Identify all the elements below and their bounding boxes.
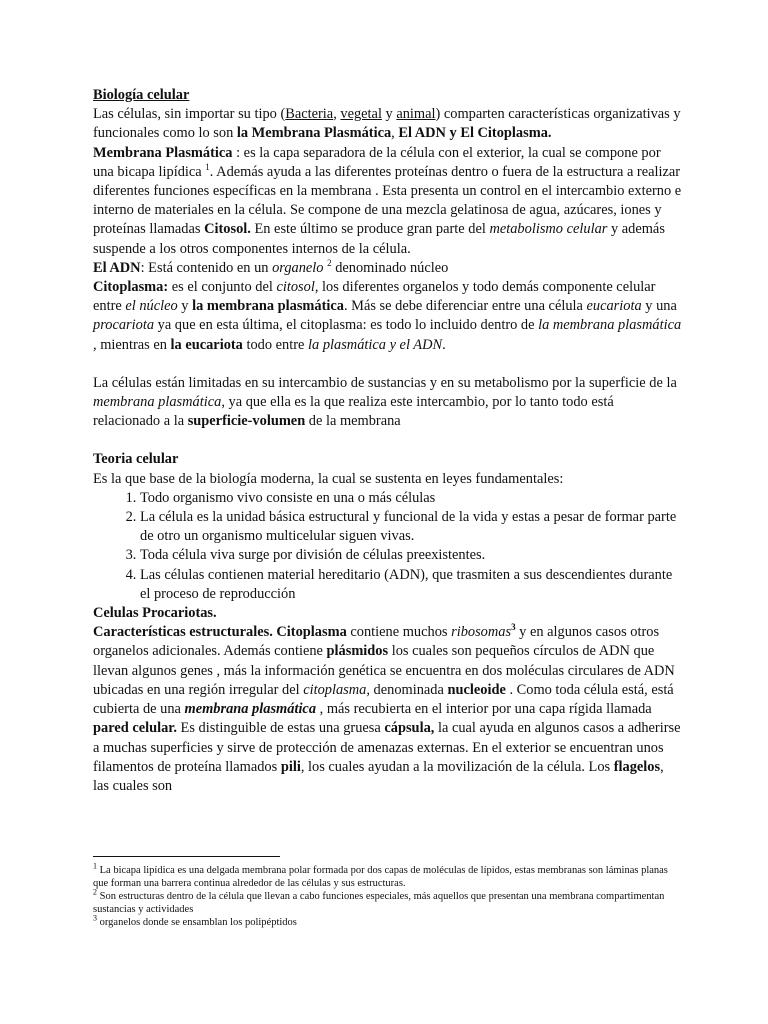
footnote-2: $^2$ Son estructuras dentro de la célula que llevan a cabo funciones especiales, más aquellos que presentan una membrana compartimentan sustancias y actividades (93, 887, 665, 915)
paragraph-gap (93, 355, 683, 374)
membrana-paragraph: Membrana Plasmática : es la capa separadora de la célula con el exterior, la cual se compone por una bicapa lipídica $^1$. Además ayuda a las diferentes proteínas dentro o fuera de la estructura a realizar diferentes funciones específicas en la membrana . Esta presenta un control en el intercambio externo e interno de materiales en la célula. Se compone de una mezcla gelatinosa de agua, azúcares, iones y proteínas llamadas Citosol. En este último se produce gran parte del metabolismo celular y además suspende a los otros componentes internos de la célula. (93, 144, 682, 257)
link-animal[interactable]: animal (396, 106, 436, 123)
link-vegetal[interactable]: vegetal (340, 106, 382, 123)
document-body (93, 86, 683, 796)
paragraph-gap (93, 431, 683, 450)
footnote-ref-3[interactable]: 3 (511, 622, 516, 633)
procariotas-paragraph: Características estructurales. Citoplasma contiene muchos ribosomas$^3$ y en algunos casos otros organelos adicionales. Además contiene plásmidos los cuales son pequeños círculos de ADN que llevan algunos genes , más la información genética se encuentra en dos moléculas circulares de ADN ubicadas en una región irregular del citoplasma, denominada nucleoide . Como toda célula está, está cubierta de una membrana plasmática , más recubierta en el interior por una capa rígida llamada pared celular. Es distinguible de estas una gruesa cápsula, la cual ayuda en algunos casos a adherirse a muchas superficies y sirve de protección de amenazas externas. En el exterior se encuentran unos filamentos de proteína llamados pili, los cuales ayudan a la movilización de la célula. Los flagelos, las cuales son (93, 622, 681, 794)
section-title-biologia: Biología celular (93, 87, 190, 103)
footnote-3: $^3$ organelos donde se ensamblan los polipéptidos (93, 913, 297, 928)
teoria-list (93, 489, 683, 604)
footnote-divider (93, 856, 280, 857)
footnote-ref-2[interactable]: 2 (327, 258, 332, 269)
adn-paragraph: El ADN: Está contenido en un organelo $^2$ denominado núcleo (93, 258, 449, 276)
list-item: 3. Toda célula viva surge por división de células preexistentes. (140, 546, 683, 565)
teoria-intro: Es la que base de la biología moderna, la cual se sustenta en leyes fundamentales: (93, 470, 564, 487)
footnote-ref-1[interactable]: 1 (205, 162, 210, 173)
section-title-procariotas: Celulas Procariotas. (93, 605, 217, 622)
link-bacteria[interactable]: Bacteria (285, 106, 334, 123)
list-item: 2. La célula es la unidad básica estructural y funcional de la vida y estas a pesar de formar parte de otro un organismo multicelular siguen vivas. (140, 508, 683, 546)
footnote-1: $^1$ La bicapa lipídica es una delgada membrana polar formada por dos capas de moléculas de lípidos, estas membranas son láminas planas que forman una barrera continua alrededor de las células y sus estructuras. (93, 861, 668, 889)
limitadas-paragraph: La células están limitadas en su intercambio de sustancias y en su metabolismo por la superficie de la membrana plasmática, ya que ella es la que realiza este intercambio, por lo tanto todo está relacionado a la superficie-volumen de la membrana (93, 374, 677, 430)
footnotes-section (93, 856, 685, 929)
citoplasma-paragraph: Citoplasma: es el conjunto del citosol, los diferentes organelos y todo demás componente celular entre el núcleo y la membrana plasmática. Más se debe diferenciar entre una célula eucariota y una procariota ya que en esta última, el citoplasma: es todo lo incluido dentro de la membrana plasmática , mientras en la eucariota todo entre la plasmática y el ADN. (93, 279, 682, 353)
list-item: 1. Todo organismo vivo consiste en una o más células (140, 489, 683, 508)
intro-paragraph: Las células, sin importar su tipo (Bacteria, vegetal y animal) comparten características organizativas y funcionales como lo son la Membrana Plasmática, El ADN y El Citoplasma. (93, 106, 681, 142)
section-title-teoria: Teoria celular (93, 451, 179, 468)
list-item: 4. Las células contienen material hereditario (ADN), que trasmiten a sus descendientes durante el proceso de reproducción (140, 566, 683, 604)
